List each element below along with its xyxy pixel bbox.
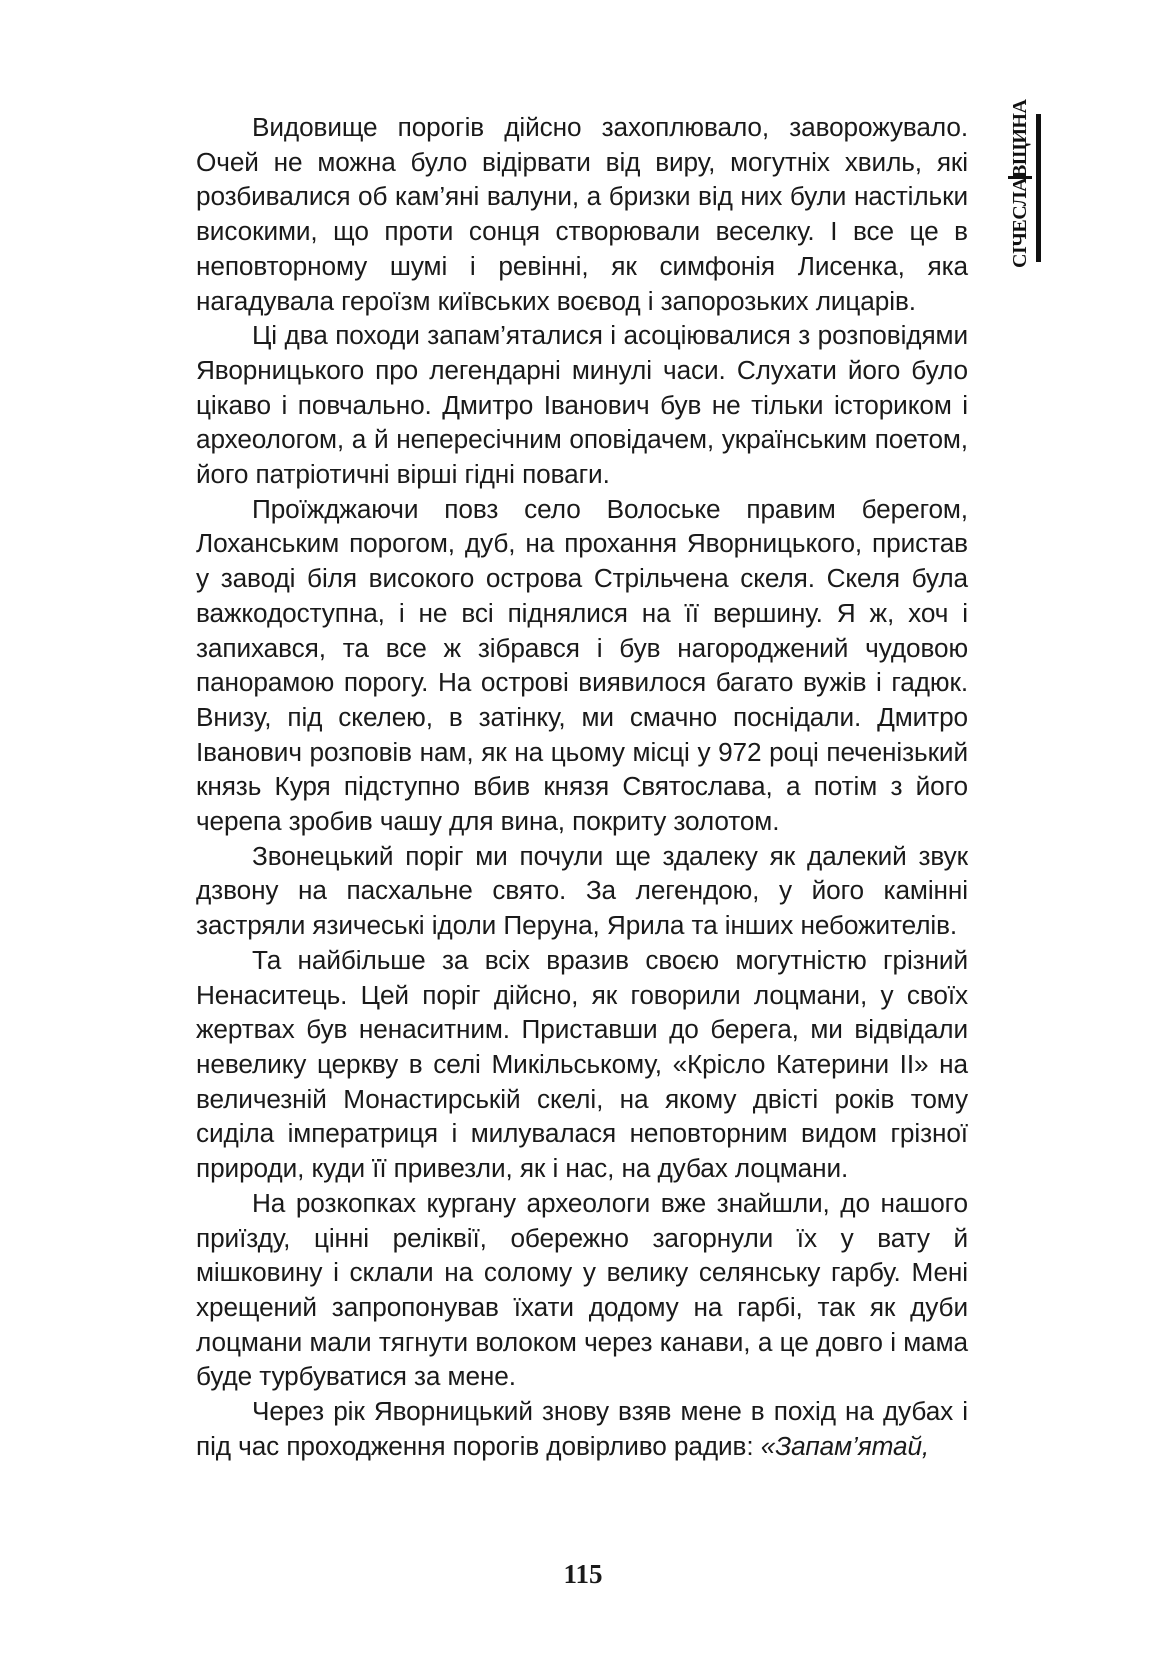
paragraph: Та найбільше за всіх вразив своєю могутністю грізний Ненаситець. Цей поріг дійсно, як говорили лоцмани, у своїх жертвах був ненаситним. Приставши до берега, ми відвідали невелику церкву в селі Микільському, «Крісло Катерини ІІ» на величезній Монастирській скелі, на якому двісті років тому сиділа імператриця і милувалася неповторним видом грізної природи, куди її привезли, як і нас, на дубах лоцмани. [196, 944, 968, 1184]
logo-vertical-rule [1036, 114, 1041, 262]
paragraph: Видовище порогів дійсно захоплювало, заворожувало. Очей не можна було відірвати від виру, могутніх хвиль, які розбивалися об кам’яні валуни, а бризки від них були настільки високими, що проти сонця створювали веселку. І все це в неповторному шумі і ревінні, як симфонія Лисенка, яка нагадувала героїзм київських воєвод і запорозьких лицарів. [196, 112, 968, 316]
page-number: 115 [563, 1559, 603, 1589]
paragraph: Проїжджаючи повз село Волоське правим берегом, Лоханським порогом, дуб, на прохання Яворницького, пристав у заводі біля високого острова Стрільчена скеля. Скеля була важкодоступна, і не всі піднялися на її вершину. Я ж, хоч і запихався, та все ж зібрався і був нагороджений чудовою панорамою порогу. На острові виявилося багато вужів і гадюк. Внизу, під скелею, в затінку, ми смачно поснідали. Дмитро Іванович розповів нам, як на цьому місці у 972 році печенізький князь Куря підступно вбив князя Святослава, а потім з його черепа зробив чашу для вина, покриту золотом. [196, 493, 968, 837]
logo-text: СІЧЕСЛАВЩИНА [1009, 99, 1031, 268]
quote-text: «Запам’ятай, [760, 1430, 930, 1461]
series-logo [1006, 99, 1040, 268]
paragraph-text: Через рік Яворницький знову взяв мене в похід на дубах і під час проходження порогів довірливо радив: [196, 1396, 968, 1461]
paragraph-last [196, 1394, 968, 1463]
body-text [196, 110, 968, 1463]
paragraph: Звонецький поріг ми почули ще здалеку як далекий звук дзвону на пасхальне свято. За легендою, у його камінні застряли язичеські ідоли Перуна, Ярила та інших небожителів. [196, 840, 968, 941]
paragraph: Ці два походи запам’яталися і асоціювалися з розповідями Яворницького про легендарні минулі часи. Слухати його було цікаво і повчально. Дмитро Іванович був не тільки істориком і археологом, а й непересічним оповідачем, українським поетом, його патріотичні вірші гідні поваги. [196, 320, 968, 490]
paragraph: На розкопках кургану археологи вже знайшли, до нашого приїзду, цінні реліквії, обережно загорнули їх у вату й мішковину і склали на солому у велику селянську гарбу. Мені хрещений запропонував їхати додому на гарбі, так як дуби лоцмани мали тягнути волоком через канави, а це довго і мама буде турбуватися за мене. [196, 1187, 968, 1392]
